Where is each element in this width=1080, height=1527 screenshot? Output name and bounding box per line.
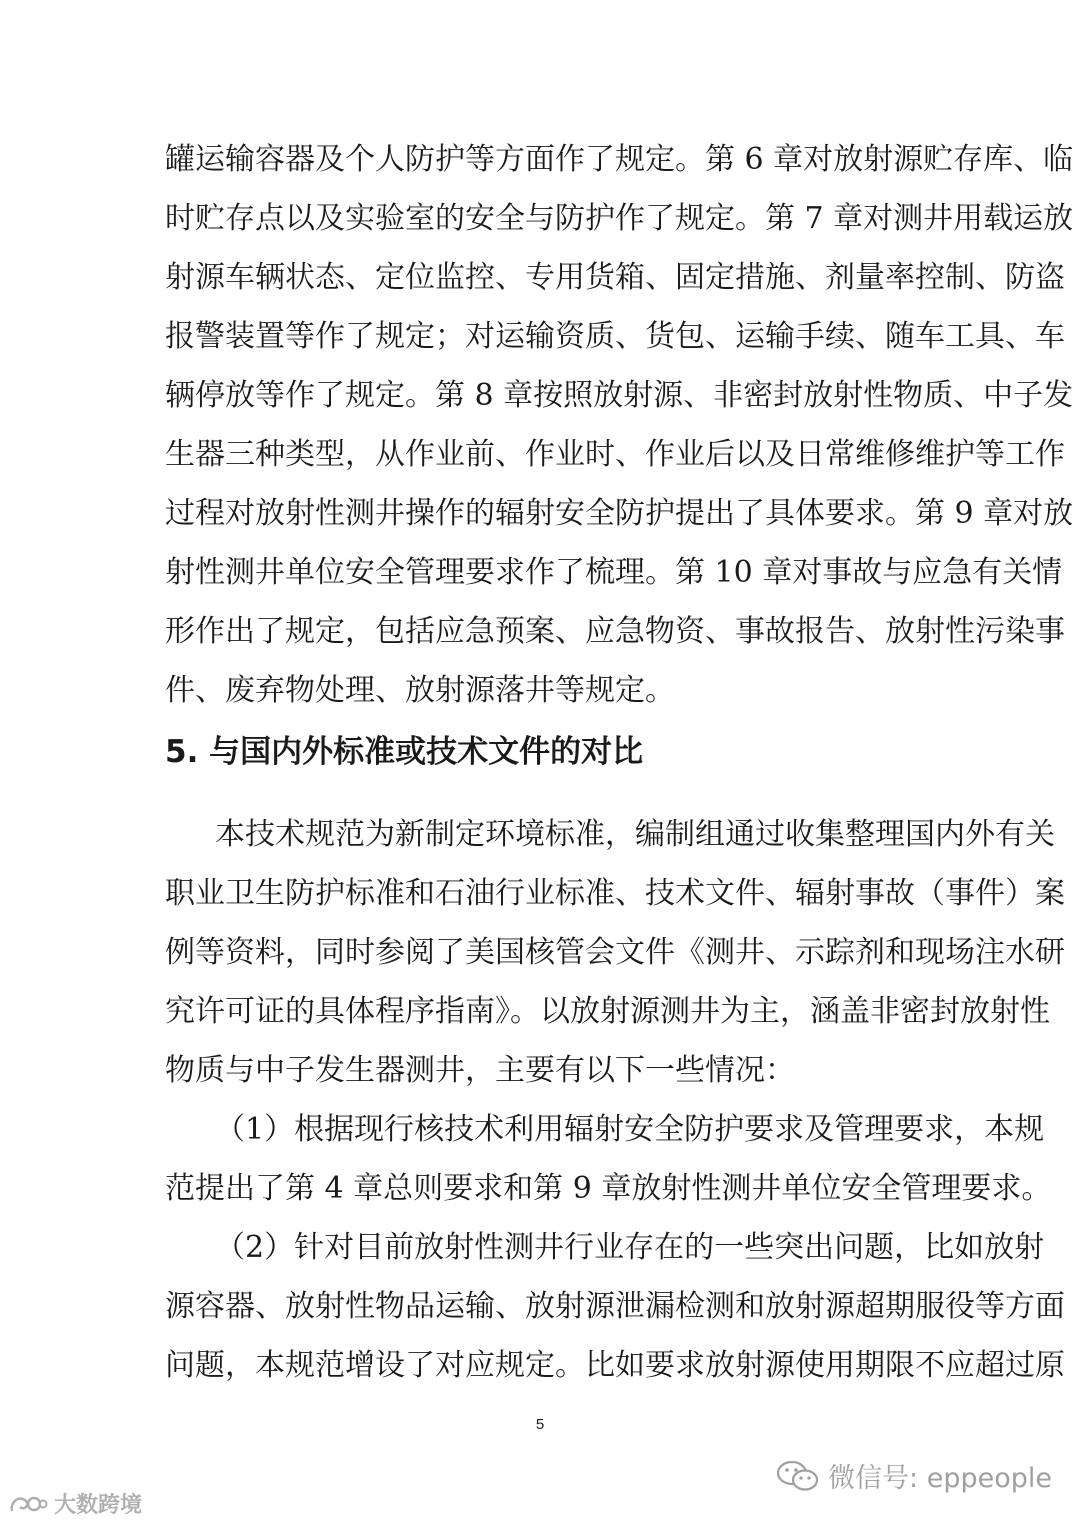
text-line: 本技术规范为新制定环境标准，编制组通过收集整理国内外有关 (215, 817, 1055, 852)
wechat-id-text: 微信号: eppeople (828, 1463, 1052, 1494)
wechat-icon (776, 1459, 820, 1493)
section-heading: 5. 与国内外标准或技术文件的对比 (165, 734, 644, 770)
text-line: 件、废弃物处理、放射源落井等规定。 (165, 673, 675, 708)
text-line: 时贮存点以及实验室的安全与防护作了规定。第 7 章对测井用载运放 (165, 201, 1074, 236)
text-line: 物质与中子发生器测井，主要有以下一些情况： (165, 1053, 795, 1088)
wechat-watermark (776, 1456, 1052, 1495)
text-line: 射性测井单位安全管理要求作了梳理。第 10 章对事故与应急有关情 (165, 555, 1063, 590)
text-line: 报警装置等作了规定；对运输资质、货包、运输手续、随车工具、车 (165, 319, 1065, 354)
text-line: 职业卫生防护标准和石油行业标准、技术文件、辐射事故（事件）案 (165, 876, 1065, 911)
brand-text: 大数跨境 (54, 1493, 143, 1518)
text-line: 范提出了第 4 章总则要求和第 9 章放射性测井单位安全管理要求。 (165, 1171, 1052, 1206)
text-line: 射源车辆状态、定位监控、专用货箱、固定措施、剂量率控制、防盗 (165, 260, 1065, 295)
text-line: 形作出了规定，包括应急预案、应急物资、事故报告、放射性污染事 (165, 614, 1065, 649)
text-line: 罐运输容器及个人防护等方面作了规定。第 6 章对放射源贮存库、临 (165, 142, 1074, 177)
text-line: 问题，本规范增设了对应规定。比如要求放射源使用期限不应超过原 (165, 1348, 1065, 1383)
text-line: （1）根据现行核技术利用辐射安全防护要求及管理要求，本规 (215, 1112, 1045, 1147)
text-line: 源容器、放射性物品运输、放射源泄漏检测和放射源超期服役等方面 (165, 1289, 1065, 1324)
brand-logo-icon (8, 1491, 48, 1517)
text-line: 辆停放等作了规定。第 8 章按照放射源、非密封放射性物质、中子发 (165, 378, 1074, 413)
page-number: 5 (535, 1416, 545, 1433)
text-line: 生器三种类型，从作业前、作业时、作业后以及日常维修维护等工作 (165, 437, 1065, 472)
brand-watermark (8, 1488, 142, 1519)
text-line: （2）针对目前放射性测井行业存在的一些突出问题，比如放射 (215, 1230, 1045, 1265)
text-line: 过程对放射性测井操作的辐射安全防护提出了具体要求。第 9 章对放 (165, 496, 1074, 531)
text-line: 例等资料，同时参阅了美国核管会文件《测井、示踪剂和现场注水研 (165, 935, 1065, 970)
text-line: 究许可证的具体程序指南》。以放射源测井为主，涵盖非密封放射性 (165, 994, 1050, 1029)
